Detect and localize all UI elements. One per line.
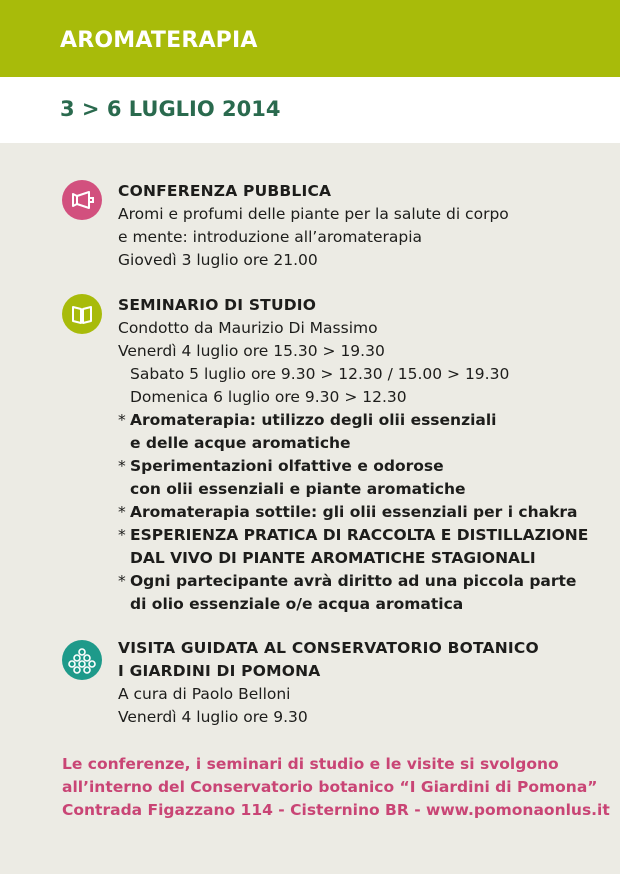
- seminar-bullet: [118, 524, 588, 547]
- megaphone-icon: [62, 180, 102, 220]
- grapes-icon: [62, 640, 102, 680]
- visit-date: Venerdì 4 luglio ore 9.30: [118, 708, 308, 726]
- bullet-text: Sperimentazioni olfattive e odorose: [130, 457, 444, 475]
- seminar-schedule-line: Domenica 6 luglio ore 9.30 > 12.30: [130, 388, 407, 406]
- visit-line: A cura di Paolo Belloni: [118, 685, 291, 703]
- bullet-continuation: con olii essenziali e piante aromatiche: [130, 480, 466, 498]
- seminar-schedule-line: Sabato 5 luglio ore 9.30 > 12.30 / 15.00 > 19.30: [130, 365, 510, 383]
- seminar-bullet: [118, 501, 588, 524]
- visit-heading: I GIARDINI DI POMONA: [118, 662, 321, 680]
- bullet-text: Aromaterapia: utilizzo degli olii essenziali: [130, 411, 497, 429]
- seminar-line: Venerdì 4 luglio ore 15.30 > 19.30: [118, 342, 385, 360]
- bullet-mark: *: [118, 411, 126, 429]
- seminar-line: Condotto da Maurizio Di Massimo: [118, 319, 378, 337]
- seminar-bullet: [118, 570, 588, 593]
- bullet-mark: *: [118, 457, 126, 475]
- bullet-mark: *: [118, 503, 126, 521]
- venue-note-line: all’interno del Conservatorio botanico “I Giardini di Pomona”: [62, 778, 598, 796]
- bullet-text: ESPERIENZA PRATICA DI RACCOLTA E DISTILLAZIONE: [130, 526, 589, 544]
- seminar-heading: SEMINARIO DI STUDIO: [118, 296, 317, 314]
- bullet-mark: *: [118, 572, 126, 590]
- book-icon: [62, 294, 102, 334]
- seminar-bullet: [118, 409, 588, 432]
- bullet-text: Aromaterapia sottile: gli olii essenziali per i chakra: [130, 503, 578, 521]
- bullet-text: Ogni partecipante avrà diritto ad una piccola parte: [130, 572, 577, 590]
- conference-date: Giovedì 3 luglio ore 21.00: [118, 251, 318, 269]
- venue-note-line: Le conferenze, i seminari di studio e le visite si svolgono: [62, 755, 559, 773]
- venue-note: [62, 753, 610, 822]
- seminar-bullet: [118, 455, 588, 478]
- page-title: AROMATERAPIA: [60, 28, 258, 53]
- visit-heading: VISITA GUIDATA AL CONSERVATORIO BOTANICO: [118, 639, 539, 657]
- bullet-continuation: DAL VIVO DI PIANTE AROMATICHE STAGIONALI: [130, 549, 536, 567]
- conference-heading: CONFERENZA PUBBLICA: [118, 182, 332, 200]
- bullet-continuation: e delle acque aromatiche: [130, 434, 351, 452]
- venue-address: Contrada Figazzano 114 - Cisternino BR - www.pomonaonlus.it: [62, 801, 610, 819]
- event-dates: 3 > 6 LUGLIO 2014: [60, 97, 281, 121]
- bullet-continuation: di olio essenziale o/e acqua aromatica: [130, 595, 464, 613]
- bullet-mark: *: [118, 526, 126, 544]
- conference-line: e mente: introduzione all’aromaterapia: [118, 228, 423, 246]
- conference-line: Aromi e profumi delle piante per la salute di corpo: [118, 205, 509, 223]
